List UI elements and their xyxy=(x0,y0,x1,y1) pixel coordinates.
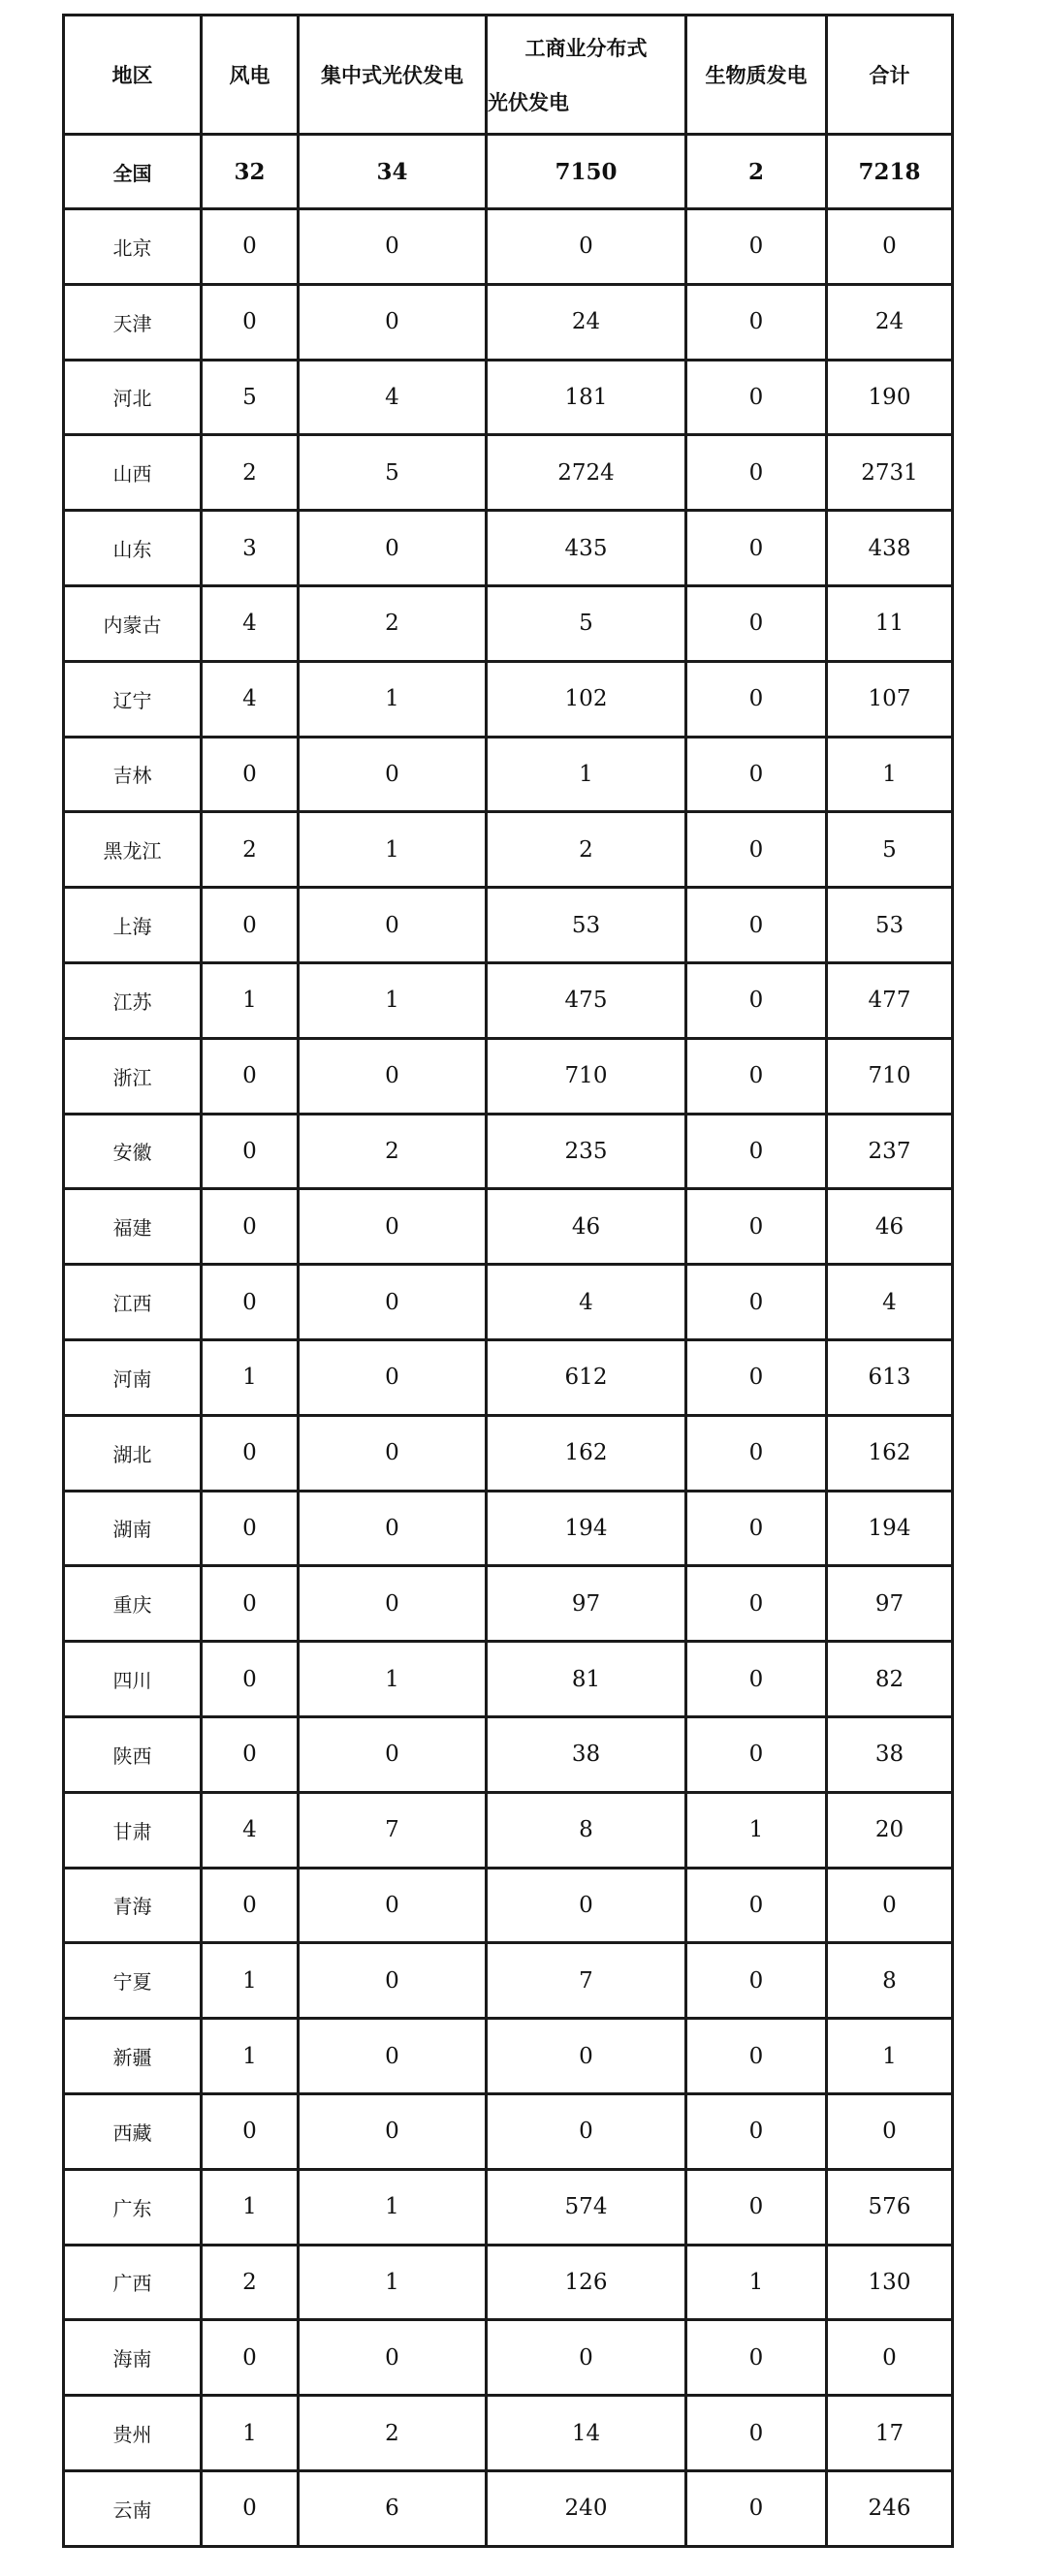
total-cell: 477 xyxy=(827,962,953,1038)
centralized-pv-cell: 0 xyxy=(299,1339,487,1415)
distributed-pv-cell: 81 xyxy=(487,1642,686,1717)
region-cell: 广西 xyxy=(64,2245,202,2320)
biomass-cell: 0 xyxy=(686,585,827,661)
total-cell: 2731 xyxy=(827,435,953,511)
table-row xyxy=(64,1642,953,1717)
region-cell: 吉林 xyxy=(64,737,202,812)
wind-cell: 0 xyxy=(202,737,299,812)
table-row xyxy=(64,2245,953,2320)
centralized-pv-cell: 0 xyxy=(299,2019,487,2094)
region-cell: 山西 xyxy=(64,435,202,511)
wind-cell: 1 xyxy=(202,2169,299,2245)
region-cell: 海南 xyxy=(64,2320,202,2396)
distributed-pv-cell: 2724 xyxy=(487,435,686,511)
table-row xyxy=(64,511,953,586)
table-row xyxy=(64,661,953,737)
wind-cell: 0 xyxy=(202,1716,299,1792)
table-row xyxy=(64,1415,953,1491)
centralized-pv-cell: 1 xyxy=(299,2169,487,2245)
total-cell: 38 xyxy=(827,1716,953,1792)
distributed-pv-cell: 194 xyxy=(487,1491,686,1566)
wind-cell: 0 xyxy=(202,1114,299,1189)
centralized-pv-cell: 0 xyxy=(299,1189,487,1265)
wind-cell: 2 xyxy=(202,2245,299,2320)
region-cell: 全国 xyxy=(64,135,202,209)
centralized-pv-cell: 0 xyxy=(299,1491,487,1566)
centralized-pv-cell: 0 xyxy=(299,737,487,812)
distributed-pv-cell: 240 xyxy=(487,2470,686,2546)
biomass-cell: 0 xyxy=(686,1868,827,1943)
wind-cell: 3 xyxy=(202,511,299,586)
region-cell: 江西 xyxy=(64,1265,202,1340)
total-cell: 194 xyxy=(827,1491,953,1566)
region-cell: 云南 xyxy=(64,2470,202,2546)
distributed-pv-cell: 4 xyxy=(487,1265,686,1340)
total-cell: 576 xyxy=(827,2169,953,2245)
region-cell: 黑龙江 xyxy=(64,812,202,888)
biomass-cell: 0 xyxy=(686,661,827,737)
total-cell: 5 xyxy=(827,812,953,888)
header-distributed-pv-line2: 光伏发电 xyxy=(488,91,569,114)
centralized-pv-cell: 1 xyxy=(299,661,487,737)
region-cell: 青海 xyxy=(64,1868,202,1943)
biomass-cell: 0 xyxy=(686,1491,827,1566)
table-row xyxy=(64,360,953,435)
biomass-cell: 0 xyxy=(686,2320,827,2396)
region-cell: 西藏 xyxy=(64,2093,202,2169)
distributed-pv-cell: 2 xyxy=(487,812,686,888)
biomass-cell: 0 xyxy=(686,360,827,435)
region-cell: 北京 xyxy=(64,209,202,285)
table-row xyxy=(64,1189,953,1265)
wind-cell: 2 xyxy=(202,812,299,888)
distributed-pv-cell: 1 xyxy=(487,737,686,812)
total-cell: 46 xyxy=(827,1189,953,1265)
wind-cell: 0 xyxy=(202,1189,299,1265)
wind-cell: 0 xyxy=(202,1642,299,1717)
data-table xyxy=(62,14,954,2548)
region-cell: 陕西 xyxy=(64,1716,202,1792)
centralized-pv-cell: 7 xyxy=(299,1792,487,1868)
biomass-cell: 0 xyxy=(686,888,827,963)
biomass-cell: 0 xyxy=(686,2019,827,2094)
distributed-pv-cell: 38 xyxy=(487,1716,686,1792)
biomass-cell: 0 xyxy=(686,284,827,360)
distributed-pv-cell: 0 xyxy=(487,2019,686,2094)
region-cell: 新疆 xyxy=(64,2019,202,2094)
centralized-pv-cell: 2 xyxy=(299,1114,487,1189)
biomass-cell: 0 xyxy=(686,1943,827,2019)
table-row xyxy=(64,737,953,812)
table-row xyxy=(64,2019,953,2094)
header-distributed-pv-line1: 工商业分布式 xyxy=(524,37,648,60)
distributed-pv-cell: 46 xyxy=(487,1189,686,1265)
centralized-pv-cell: 0 xyxy=(299,209,487,285)
total-cell: 82 xyxy=(827,1642,953,1717)
table-row xyxy=(64,812,953,888)
biomass-cell: 0 xyxy=(686,1339,827,1415)
table-row xyxy=(64,284,953,360)
biomass-cell: 0 xyxy=(686,511,827,586)
distributed-pv-cell: 435 xyxy=(487,511,686,586)
biomass-cell: 0 xyxy=(686,1566,827,1642)
table-row xyxy=(64,1491,953,1566)
wind-cell: 0 xyxy=(202,284,299,360)
wind-cell: 0 xyxy=(202,2093,299,2169)
wind-cell: 0 xyxy=(202,1415,299,1491)
total-cell: 53 xyxy=(827,888,953,963)
distributed-pv-cell: 5 xyxy=(487,585,686,661)
region-cell: 贵州 xyxy=(64,2396,202,2471)
distributed-pv-cell: 574 xyxy=(487,2169,686,2245)
table-row xyxy=(64,1339,953,1415)
biomass-cell: 0 xyxy=(686,435,827,511)
header-wind: 风电 xyxy=(202,16,299,135)
distributed-pv-cell: 0 xyxy=(487,1868,686,1943)
total-cell: 130 xyxy=(827,2245,953,2320)
wind-cell: 0 xyxy=(202,1038,299,1114)
biomass-cell: 0 xyxy=(686,812,827,888)
biomass-cell: 0 xyxy=(686,962,827,1038)
wind-cell: 0 xyxy=(202,1868,299,1943)
centralized-pv-cell: 0 xyxy=(299,1415,487,1491)
distributed-pv-cell: 8 xyxy=(487,1792,686,1868)
distributed-pv-cell: 235 xyxy=(487,1114,686,1189)
centralized-pv-cell: 0 xyxy=(299,1566,487,1642)
distributed-pv-cell: 710 xyxy=(487,1038,686,1114)
centralized-pv-cell: 0 xyxy=(299,2320,487,2396)
wind-cell: 32 xyxy=(202,135,299,209)
centralized-pv-cell: 0 xyxy=(299,2093,487,2169)
wind-cell: 2 xyxy=(202,435,299,511)
wind-cell: 1 xyxy=(202,962,299,1038)
biomass-cell: 0 xyxy=(686,1114,827,1189)
region-cell: 宁夏 xyxy=(64,1943,202,2019)
distributed-pv-cell: 53 xyxy=(487,888,686,963)
region-cell: 上海 xyxy=(64,888,202,963)
distributed-pv-cell: 7 xyxy=(487,1943,686,2019)
header-row xyxy=(64,16,953,135)
biomass-cell: 1 xyxy=(686,2245,827,2320)
centralized-pv-cell: 2 xyxy=(299,2396,487,2471)
region-cell: 安徽 xyxy=(64,1114,202,1189)
centralized-pv-cell: 1 xyxy=(299,1642,487,1717)
centralized-pv-cell: 5 xyxy=(299,435,487,511)
distributed-pv-cell: 0 xyxy=(487,209,686,285)
region-cell: 河南 xyxy=(64,1339,202,1415)
wind-cell: 0 xyxy=(202,1491,299,1566)
centralized-pv-cell: 0 xyxy=(299,284,487,360)
distributed-pv-cell: 0 xyxy=(487,2320,686,2396)
biomass-cell: 2 xyxy=(686,135,827,209)
centralized-pv-cell: 2 xyxy=(299,585,487,661)
total-cell: 7218 xyxy=(827,135,953,209)
biomass-cell: 0 xyxy=(686,2093,827,2169)
wind-cell: 5 xyxy=(202,360,299,435)
wind-cell: 1 xyxy=(202,2396,299,2471)
table-row xyxy=(64,1716,953,1792)
region-cell: 山东 xyxy=(64,511,202,586)
region-cell: 广东 xyxy=(64,2169,202,2245)
table-row xyxy=(64,1868,953,1943)
biomass-cell: 0 xyxy=(686,209,827,285)
biomass-cell: 0 xyxy=(686,1038,827,1114)
centralized-pv-cell: 6 xyxy=(299,2470,487,2546)
centralized-pv-cell: 0 xyxy=(299,888,487,963)
total-cell: 246 xyxy=(827,2470,953,2546)
table-row xyxy=(64,1265,953,1340)
wind-cell: 0 xyxy=(202,888,299,963)
wind-cell: 0 xyxy=(202,209,299,285)
table-row xyxy=(64,2093,953,2169)
biomass-cell: 0 xyxy=(686,1642,827,1717)
region-cell: 河北 xyxy=(64,360,202,435)
total-cell: 8 xyxy=(827,1943,953,2019)
table-row xyxy=(64,1566,953,1642)
biomass-cell: 0 xyxy=(686,1189,827,1265)
distributed-pv-cell: 0 xyxy=(487,2093,686,2169)
total-cell: 0 xyxy=(827,209,953,285)
distributed-pv-cell: 102 xyxy=(487,661,686,737)
wind-cell: 4 xyxy=(202,661,299,737)
total-cell: 97 xyxy=(827,1566,953,1642)
biomass-cell: 0 xyxy=(686,1716,827,1792)
biomass-cell: 0 xyxy=(686,2470,827,2546)
region-cell: 内蒙古 xyxy=(64,585,202,661)
table-row xyxy=(64,2169,953,2245)
total-row xyxy=(64,135,953,209)
distributed-pv-cell: 97 xyxy=(487,1566,686,1642)
total-cell: 162 xyxy=(827,1415,953,1491)
centralized-pv-cell: 0 xyxy=(299,1265,487,1340)
region-cell: 江苏 xyxy=(64,962,202,1038)
biomass-cell: 1 xyxy=(686,1792,827,1868)
total-cell: 0 xyxy=(827,2093,953,2169)
header-region: 地区 xyxy=(64,16,202,135)
wind-cell: 1 xyxy=(202,1943,299,2019)
distributed-pv-cell: 612 xyxy=(487,1339,686,1415)
total-cell: 11 xyxy=(827,585,953,661)
wind-cell: 0 xyxy=(202,1566,299,1642)
total-cell: 1 xyxy=(827,2019,953,2094)
region-cell: 天津 xyxy=(64,284,202,360)
total-cell: 190 xyxy=(827,360,953,435)
centralized-pv-cell: 0 xyxy=(299,1943,487,2019)
table-row xyxy=(64,1114,953,1189)
wind-cell: 4 xyxy=(202,1792,299,1868)
region-cell: 湖北 xyxy=(64,1415,202,1491)
table-row xyxy=(64,2396,953,2471)
total-cell: 4 xyxy=(827,1265,953,1340)
total-cell: 710 xyxy=(827,1038,953,1114)
biomass-cell: 0 xyxy=(686,1415,827,1491)
wind-cell: 1 xyxy=(202,2019,299,2094)
region-cell: 湖南 xyxy=(64,1491,202,1566)
centralized-pv-cell: 34 xyxy=(299,135,487,209)
total-cell: 24 xyxy=(827,284,953,360)
centralized-pv-cell: 0 xyxy=(299,511,487,586)
table-row xyxy=(64,2320,953,2396)
centralized-pv-cell: 1 xyxy=(299,962,487,1038)
table-row xyxy=(64,2470,953,2546)
biomass-cell: 0 xyxy=(686,2169,827,2245)
total-cell: 237 xyxy=(827,1114,953,1189)
centralized-pv-cell: 1 xyxy=(299,812,487,888)
region-cell: 甘肃 xyxy=(64,1792,202,1868)
table-row xyxy=(64,209,953,285)
table-row xyxy=(64,962,953,1038)
centralized-pv-cell: 1 xyxy=(299,2245,487,2320)
wind-cell: 0 xyxy=(202,2320,299,2396)
distributed-pv-cell: 162 xyxy=(487,1415,686,1491)
table-row xyxy=(64,888,953,963)
total-cell: 20 xyxy=(827,1792,953,1868)
biomass-cell: 0 xyxy=(686,1265,827,1340)
centralized-pv-cell: 4 xyxy=(299,360,487,435)
distributed-pv-cell: 181 xyxy=(487,360,686,435)
wind-cell: 0 xyxy=(202,2470,299,2546)
total-cell: 438 xyxy=(827,511,953,586)
total-cell: 107 xyxy=(827,661,953,737)
wind-cell: 4 xyxy=(202,585,299,661)
total-cell: 0 xyxy=(827,1868,953,1943)
total-cell: 17 xyxy=(827,2396,953,2471)
header-biomass: 生物质发电 xyxy=(686,16,827,135)
table-row xyxy=(64,1943,953,2019)
region-cell: 福建 xyxy=(64,1189,202,1265)
wind-cell: 1 xyxy=(202,1339,299,1415)
wind-cell: 0 xyxy=(202,1265,299,1340)
centralized-pv-cell: 0 xyxy=(299,1716,487,1792)
region-cell: 重庆 xyxy=(64,1566,202,1642)
biomass-cell: 0 xyxy=(686,737,827,812)
region-cell: 浙江 xyxy=(64,1038,202,1114)
centralized-pv-cell: 0 xyxy=(299,1868,487,1943)
distributed-pv-cell: 475 xyxy=(487,962,686,1038)
total-cell: 1 xyxy=(827,737,953,812)
table-row xyxy=(64,435,953,511)
header-total: 合计 xyxy=(827,16,953,135)
header-centralized-pv: 集中式光伏发电 xyxy=(299,16,487,135)
distributed-pv-cell: 24 xyxy=(487,284,686,360)
distributed-pv-cell: 126 xyxy=(487,2245,686,2320)
biomass-cell: 0 xyxy=(686,2396,827,2471)
header-distributed-pv xyxy=(487,16,686,135)
total-cell: 0 xyxy=(827,2320,953,2396)
region-cell: 辽宁 xyxy=(64,661,202,737)
total-cell: 613 xyxy=(827,1339,953,1415)
region-cell: 四川 xyxy=(64,1642,202,1717)
table-row xyxy=(64,1038,953,1114)
centralized-pv-cell: 0 xyxy=(299,1038,487,1114)
distributed-pv-cell: 7150 xyxy=(487,135,686,209)
distributed-pv-cell: 14 xyxy=(487,2396,686,2471)
table-row xyxy=(64,1792,953,1868)
table-row xyxy=(64,585,953,661)
